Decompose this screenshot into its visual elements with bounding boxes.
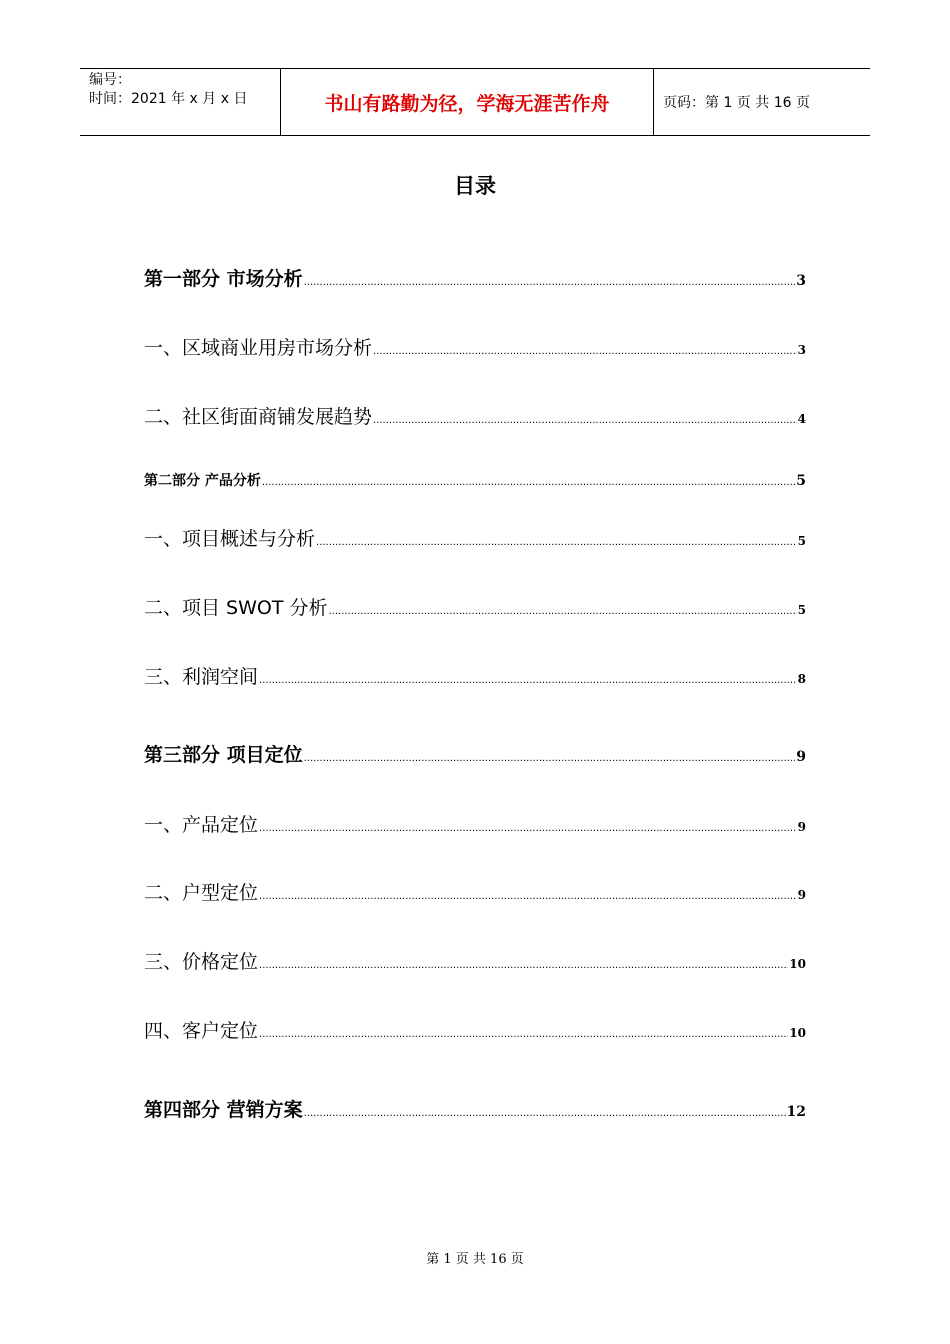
- toc-leader: [373, 415, 797, 426]
- toc-entry-page: 9: [797, 888, 806, 902]
- toc-entry[interactable]: [144, 1095, 806, 1122]
- toc-entry-label: 三、价格定位: [144, 951, 259, 973]
- toc-leader: [329, 606, 797, 617]
- toc-entry[interactable]: [144, 947, 806, 974]
- toc-entry-page: 5: [796, 473, 806, 489]
- toc-entry-label: 第四部分 营销方案: [144, 1099, 303, 1121]
- toc-leader: [259, 675, 797, 686]
- header-motto-cell: [281, 69, 654, 135]
- toc-entry-page: 3: [796, 273, 806, 289]
- toc-entry[interactable]: [144, 662, 806, 689]
- toc-entry-page: 9: [797, 820, 806, 834]
- toc-entry-page: 10: [789, 1026, 806, 1040]
- toc-entry-label: 一、区域商业用房市场分析: [144, 337, 373, 359]
- toc-entry-page: 5: [797, 534, 806, 548]
- toc-entry-label: 二、社区街面商铺发展趋势: [144, 406, 373, 428]
- toc-entry[interactable]: [144, 402, 806, 429]
- toc-entry[interactable]: [144, 740, 806, 767]
- toc-entry-label: 二、项目 SWOT 分析: [144, 597, 328, 619]
- toc-entry[interactable]: [144, 1016, 806, 1043]
- header-page-info: 页码：第 1 页 共 16 页: [663, 95, 810, 111]
- toc-entry[interactable]: [144, 810, 806, 837]
- toc-entry-page: 3: [797, 343, 806, 357]
- page-title: 目录: [454, 174, 496, 198]
- header-number: 编号：: [89, 72, 131, 88]
- toc-entry[interactable]: [144, 470, 806, 490]
- toc-leader: [259, 1029, 788, 1040]
- toc-entry-label: 一、项目概述与分析: [144, 528, 316, 550]
- toc-entry[interactable]: [144, 878, 806, 905]
- toc-entry[interactable]: [144, 593, 806, 620]
- toc-entry-label: 四、客户定位: [144, 1020, 259, 1042]
- page-header: [80, 68, 870, 136]
- toc-leader: [259, 891, 797, 902]
- header-motto: 书山有路勤为径，学海无涯苦作舟: [324, 92, 610, 115]
- toc-entry[interactable]: [144, 333, 806, 360]
- toc-entry-page: 8: [797, 672, 806, 686]
- toc-entry-label: 二、户型定位: [144, 882, 259, 904]
- toc-entry-label: 一、产品定位: [144, 814, 259, 836]
- toc-entry-page: 5: [797, 603, 806, 617]
- toc-entry-label: 第一部分 市场分析: [144, 268, 303, 290]
- toc-leader: [259, 823, 797, 834]
- toc-leader: [262, 477, 795, 488]
- toc-leader: [304, 1108, 786, 1119]
- header-date: 时间：2021 年 x 月 x 日: [89, 91, 248, 107]
- toc-entry[interactable]: [144, 524, 806, 551]
- toc-entry-label: 第二部分 产品分析: [144, 473, 261, 489]
- toc-entry-page: 4: [797, 412, 806, 426]
- toc-leader: [304, 277, 796, 288]
- toc-entry-label: 第三部分 项目定位: [144, 744, 303, 766]
- toc-leader: [373, 346, 797, 357]
- header-meta: [80, 69, 281, 135]
- toc-leader: [259, 960, 788, 971]
- toc-leader: [316, 537, 797, 548]
- toc-entry[interactable]: [144, 264, 806, 291]
- page-footer: 第 1 页 共 16 页: [426, 1252, 524, 1267]
- toc-entry-label: 三、利润空间: [144, 666, 259, 688]
- toc-entry-page: 9: [796, 749, 806, 765]
- toc-entry-page: 12: [786, 1104, 806, 1120]
- toc-leader: [304, 753, 796, 764]
- toc-entry-page: 10: [789, 957, 806, 971]
